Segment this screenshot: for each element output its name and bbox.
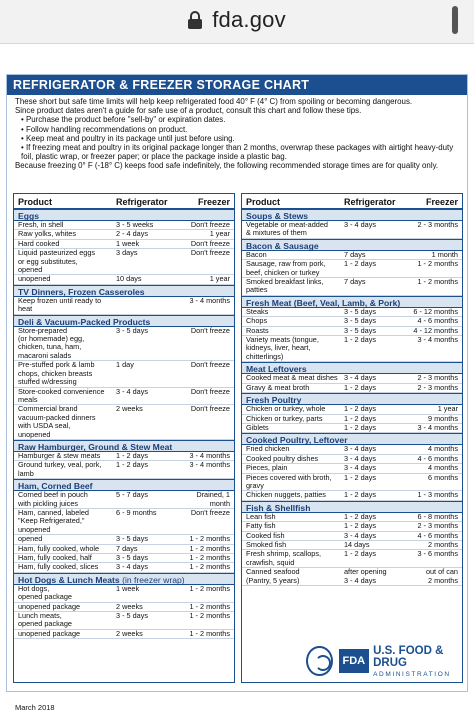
address-bar[interactable] [0, 0, 474, 40]
refrigerator-cell: 3 - 4 days [344, 373, 377, 383]
table-row [14, 388, 234, 406]
fda-logo-box: FDA [339, 649, 370, 673]
freezer-cell: 6 months [427, 472, 458, 482]
section-title: Bacon & Sausage [246, 240, 319, 251]
table-row [242, 336, 462, 362]
url-domain[interactable]: fda.gov [212, 7, 286, 32]
header-refrigerator: Refrigerator [344, 197, 396, 207]
section-heading [242, 239, 462, 251]
section-title: TV Dinners, Frozen Casseroles [18, 286, 145, 297]
refrigerator-cell: 3 - 5 weeks [116, 220, 154, 229]
table-row [242, 384, 462, 393]
product-cell: Hard cooked [18, 238, 60, 248]
section-title: Hot Dogs & Lunch Meats [18, 574, 120, 585]
fda-logo-line2: ADMINISTRATION [373, 670, 451, 678]
intro-line: • Purchase the product before "sell-by" or expiration dates. [21, 115, 226, 125]
freezer-cell: 4 - 6 months [417, 530, 458, 540]
intro-line: • If freezing meat and poultry in its original package longer than 2 months, overwrap these packages with airtight heavy-duty foil, plastic wrap, or freezer paper; or place the package inside a plastic bag. [21, 143, 454, 162]
product-cell: Store-cooked convenience meals [18, 386, 105, 404]
product-cell: Ham, fully cooked, slices [18, 562, 99, 572]
product-cell: Canned seafood (Pantry, 5 years) [246, 567, 300, 585]
freezer-cell: 1 - 2 months [189, 583, 230, 593]
table-row [242, 221, 462, 239]
refrigerator-cell: 1 - 2 days [116, 460, 149, 470]
table-row [242, 474, 462, 492]
freezer-cell: Don't freeze [190, 360, 230, 370]
table-row [14, 491, 234, 509]
freezer-cell: 4 months [427, 463, 458, 473]
table-row [14, 361, 234, 387]
table-row [14, 585, 234, 603]
section-title: Deli & Vacuum-Packed Products [18, 316, 151, 327]
freezer-cell: 4 - 6 months [417, 453, 458, 463]
product-cell: Ham, fully cooked, half [18, 553, 92, 562]
refrigerator-cell: 1 - 2 days [344, 335, 377, 345]
table-row [14, 249, 234, 275]
header-refrigerator: Refrigerator [116, 197, 168, 207]
freezer-cell: 3 - 4 months [189, 450, 230, 460]
product-cell: Chicken or turkey, parts [246, 413, 323, 423]
section-title: Ham, Corned Beef [18, 481, 93, 492]
product-cell: Lean fish [246, 511, 276, 521]
table-row [14, 630, 234, 639]
product-cell: unopened package [18, 628, 81, 638]
freezer-cell: 1 - 2 months [417, 277, 458, 287]
table-row [242, 424, 462, 433]
freezer-cell: 6 - 8 months [417, 511, 458, 521]
refrigerator-cell: 1 week [116, 583, 140, 593]
section-title: Soups & Stews [246, 211, 309, 221]
product-cell: Giblets [246, 422, 269, 432]
freezer-cell: 2 - 3 months [417, 521, 458, 531]
freezer-cell: 2 - 3 months [417, 373, 458, 383]
product-cell: Cooked meat & meat dishes [246, 373, 338, 383]
refrigerator-cell: 1 - 2 days [344, 382, 377, 392]
freezer-cell: 1 - 2 months [189, 601, 230, 611]
freezer-cell: 2 - 3 months [417, 220, 458, 229]
refrigerator-cell: 3 - 4 days [344, 444, 377, 454]
refrigerator-cell: 3 - 4 days [344, 220, 377, 229]
header-freezer: Freezer [425, 197, 458, 207]
product-cell: Keep frozen until ready to heat [18, 295, 102, 314]
product-cell: Ham, fully cooked, whole [18, 543, 100, 553]
hhs-seal-icon [306, 646, 333, 676]
product-cell: Fatty fish [246, 521, 276, 531]
browser-chrome [0, 0, 474, 44]
product-cell: Smoked fish [246, 539, 287, 549]
freezer-cell: 3 - 6 months [417, 549, 458, 559]
fda-logo [306, 638, 466, 684]
freezer-cell: 2 - 3 months [417, 382, 458, 392]
footer-date: March 2018 [15, 703, 55, 712]
refrigerator-cell: 3 - 5 days [116, 553, 149, 562]
freezer-cell: 3 - 4 months [417, 422, 458, 432]
freezer-cell: 1 - 2 months [189, 543, 230, 553]
product-cell: Sausage, raw from pork, beef, chicken or turkey [246, 259, 326, 277]
freezer-cell: 6 - 12 months [413, 306, 458, 316]
section-heading [14, 315, 234, 327]
product-cell: unopened package [18, 601, 81, 611]
intro-line: • Follow handling recommendations on product. [21, 124, 188, 134]
refrigerator-cell: 3 - 5 days [344, 316, 377, 326]
freezer-cell: 1 - 2 months [189, 553, 230, 562]
section-heading [242, 501, 462, 513]
refrigerator-cell: 3 days [116, 248, 138, 258]
freezer-cell: Don't freeze [190, 248, 230, 258]
refrigerator-cell: 3 - 5 days [116, 534, 149, 544]
freezer-cell: out of can 2 months [425, 567, 458, 585]
freezer-cell: Don't freeze [190, 220, 230, 229]
refrigerator-cell: 1 - 2 days [344, 549, 377, 559]
product-cell: Pieces, plain [246, 463, 288, 473]
refrigerator-cell: 5 - 7 days [116, 490, 149, 500]
table-row [242, 278, 462, 296]
freezer-cell: 3 - 4 months [189, 460, 230, 470]
product-cell: Cooked poultry dishes [246, 453, 319, 463]
refrigerator-cell: 3 - 4 days [116, 562, 149, 572]
product-cell: Pieces covered with broth, gravy [246, 472, 332, 490]
refrigerator-cell: 2 weeks [116, 601, 143, 611]
table-row [242, 568, 462, 586]
refrigerator-cell: 3 - 5 days [116, 611, 149, 621]
freezer-cell: 1 - 2 months [189, 611, 230, 621]
freezer-cell: 1 month [431, 249, 458, 259]
scrollbar-thumb[interactable] [452, 6, 458, 34]
refrigerator-cell: 3 - 4 days [344, 530, 377, 540]
product-cell: Ham, canned, labeled "Keep Refrigerated," unopened [18, 507, 89, 534]
right-column-header [242, 194, 462, 209]
product-cell: Steaks [246, 306, 269, 316]
refrigerator-cell [116, 297, 184, 314]
table-row [242, 260, 462, 278]
product-cell: Hot dogs, opened package [18, 583, 72, 602]
freezer-cell: 1 - 3 months [417, 490, 458, 500]
product-cell: Liquid pasteurized eggs or egg substitutes, opened [18, 248, 96, 275]
refrigerator-cell: 1 - 2 days [344, 422, 377, 432]
lock-icon [188, 11, 202, 29]
freezer-cell: 1 year [209, 229, 230, 239]
freezer-cell: Don't freeze [190, 325, 230, 335]
freezer-cell: Drained, 1 month [196, 490, 230, 508]
freezer-cell: 4 months [427, 444, 458, 454]
table-row [14, 405, 234, 440]
refrigerator-cell: 3 - 5 days [116, 325, 149, 335]
left-column-body [14, 209, 234, 639]
refrigerator-cell: 2 - 4 days [116, 229, 149, 239]
freezer-cell: Don't freeze [190, 386, 230, 396]
table-row [14, 461, 234, 479]
product-cell: Vegetable or meat-added & mixtures of them [246, 220, 328, 238]
table-row [14, 563, 234, 572]
refrigerator-cell: after opening 3 - 4 days [344, 567, 387, 585]
table-row [242, 491, 462, 500]
refrigerator-cell: 3 - 5 days [344, 325, 377, 335]
freezer-cell: Don't freeze [190, 238, 230, 248]
intro-line: • Keep meat and poultry in its package until just before using. [21, 133, 235, 143]
product-cell: Hamburger & stew meats [18, 450, 101, 460]
freezer-cell: 1 - 2 months [417, 259, 458, 269]
product-cell: Bacon [246, 249, 267, 259]
product-cell: Smoked breakfast links, patties [246, 277, 324, 295]
right-column-body [242, 209, 462, 586]
refrigerator-cell: 1 - 2 days [116, 450, 149, 460]
refrigerator-cell: 1 - 2 days [344, 521, 377, 531]
refrigerator-cell: 1 day [116, 360, 134, 370]
product-cell: Lunch meats, opened package [18, 611, 72, 629]
table-row [14, 327, 234, 362]
refrigerator-cell: 2 weeks [116, 628, 143, 638]
refrigerator-cell: 3 - 4 days [344, 453, 377, 463]
section-title: Eggs [18, 211, 40, 221]
product-cell: Chops [246, 316, 268, 326]
product-cell: Chicken or turkey, whole [246, 404, 326, 414]
refrigerator-cell: 7 days [344, 249, 366, 259]
freezer-cell: 1 - 2 months [189, 534, 230, 544]
left-column-header [14, 194, 234, 209]
fda-logo-text [373, 645, 466, 678]
freezer-cell: 1 - 2 months [189, 628, 230, 638]
freezer-cell: Don't freeze [190, 404, 230, 414]
section-title: Cooked Poultry, Leftover [246, 435, 348, 446]
refrigerator-cell: 1 - 2 days [344, 404, 377, 414]
product-cell: Ground turkey, veal, pork, lamb [18, 460, 102, 478]
freezer-cell: 1 year [437, 404, 458, 414]
fda-logo-line1: U.S. FOOD & DRUG [373, 644, 444, 669]
product-cell: Corned beef in pouch with pickling juices [18, 490, 88, 508]
product-cell: Store-prepared (or homemade) egg, chicken, tuna, ham, macaroni salads [18, 325, 85, 360]
storage-chart [6, 74, 468, 712]
section-title: Raw Hamburger, Ground & Stew Meat [18, 441, 173, 452]
right-column [241, 193, 463, 683]
refrigerator-cell: 1 - 2 days [344, 490, 377, 500]
product-cell: Fried chicken [246, 444, 290, 454]
product-cell: Variety meats (tongue, kidneys, liver, heart, chitterlings) [246, 335, 319, 361]
refrigerator-cell: 3 - 4 days [116, 386, 149, 396]
product-cell: Cooked fish [246, 530, 285, 540]
product-cell: Chicken nuggets, patties [246, 490, 326, 500]
section-title: Fresh Meat (Beef, Veal, Lamb, & Pork) [246, 297, 401, 308]
header-product: Product [246, 197, 281, 207]
freezer-cell: 9 months [427, 413, 458, 423]
product-cell: Commercial brand vacuum-packed dinners with USDA seal, unopened [18, 404, 96, 439]
table-row [14, 509, 234, 535]
intro-text [15, 97, 463, 171]
refrigerator-cell: 1 - 2 days [344, 511, 377, 521]
freezer-cell: 4 - 6 months [417, 316, 458, 326]
refrigerator-cell: 7 days [116, 543, 138, 553]
section-title: Fish & Shellfish [246, 502, 311, 513]
product-cell: Pre-stuffed pork & lamb chops, chicken breasts stuffed w/dressing [18, 360, 95, 387]
product-cell: Fresh shrimp, scallops, crawfish, squid [246, 549, 322, 567]
intro-line: Because freezing 0° F (-18° C) keeps food safe indefinitely, the following recommended storage times are for quality only. [15, 161, 439, 171]
header-product: Product [18, 197, 53, 207]
refrigerator-cell: 3 - 4 days [344, 463, 377, 473]
freezer-cell: Don't freeze [190, 507, 230, 517]
product-cell: opened [18, 534, 43, 544]
freezer-cell: 3 - 4 months [189, 295, 230, 305]
intro-line: Since product dates aren't a guide for safe use of a product, consult this chart and follow these tips. [15, 106, 362, 116]
refrigerator-cell: 1 week [116, 238, 140, 248]
refrigerator-cell: 1 - 2 days [344, 413, 377, 423]
product-cell: Fresh, in shell [18, 220, 64, 229]
refrigerator-cell: 1 - 2 days [344, 259, 377, 269]
refrigerator-cell: 6 - 9 months [116, 507, 157, 517]
table-row [14, 297, 234, 315]
header-freezer: Freezer [197, 197, 230, 207]
refrigerator-cell: 3 - 5 days [344, 306, 377, 316]
intro-line: These short but safe time limits will help keep refrigerated food 40° F (4° C) from spoiling or becoming dangerous. [15, 97, 413, 106]
section-title: Meat Leftovers [246, 364, 307, 375]
product-cell: unopened [18, 274, 51, 284]
section-note: (in freezer wrap) [119, 574, 185, 585]
freezer-cell: 1 year [209, 274, 230, 284]
refrigerator-cell: 7 days [344, 277, 366, 287]
section-title: Fresh Poultry [246, 395, 302, 406]
product-cell: Gravy & meat broth [246, 382, 310, 392]
chart-title: REFRIGERATOR & FREEZER STORAGE CHART [7, 75, 467, 95]
product-cell: Roasts [246, 325, 269, 335]
freezer-cell: 1 - 2 months [189, 562, 230, 572]
product-cell: Raw yolks, whites [18, 229, 76, 239]
table-row [242, 550, 462, 568]
table-row [14, 612, 234, 630]
refrigerator-cell: 10 days [116, 274, 142, 284]
refrigerator-cell: 1 - 2 days [344, 472, 377, 482]
table-row [14, 275, 234, 284]
left-column [13, 193, 235, 683]
freezer-cell: 2 months [427, 539, 458, 549]
refrigerator-cell: 14 days [344, 539, 370, 549]
freezer-cell: 3 - 4 months [417, 335, 458, 345]
refrigerator-cell: 2 weeks [116, 404, 143, 414]
section-heading [14, 573, 234, 585]
freezer-cell: 4 - 12 months [413, 325, 458, 335]
